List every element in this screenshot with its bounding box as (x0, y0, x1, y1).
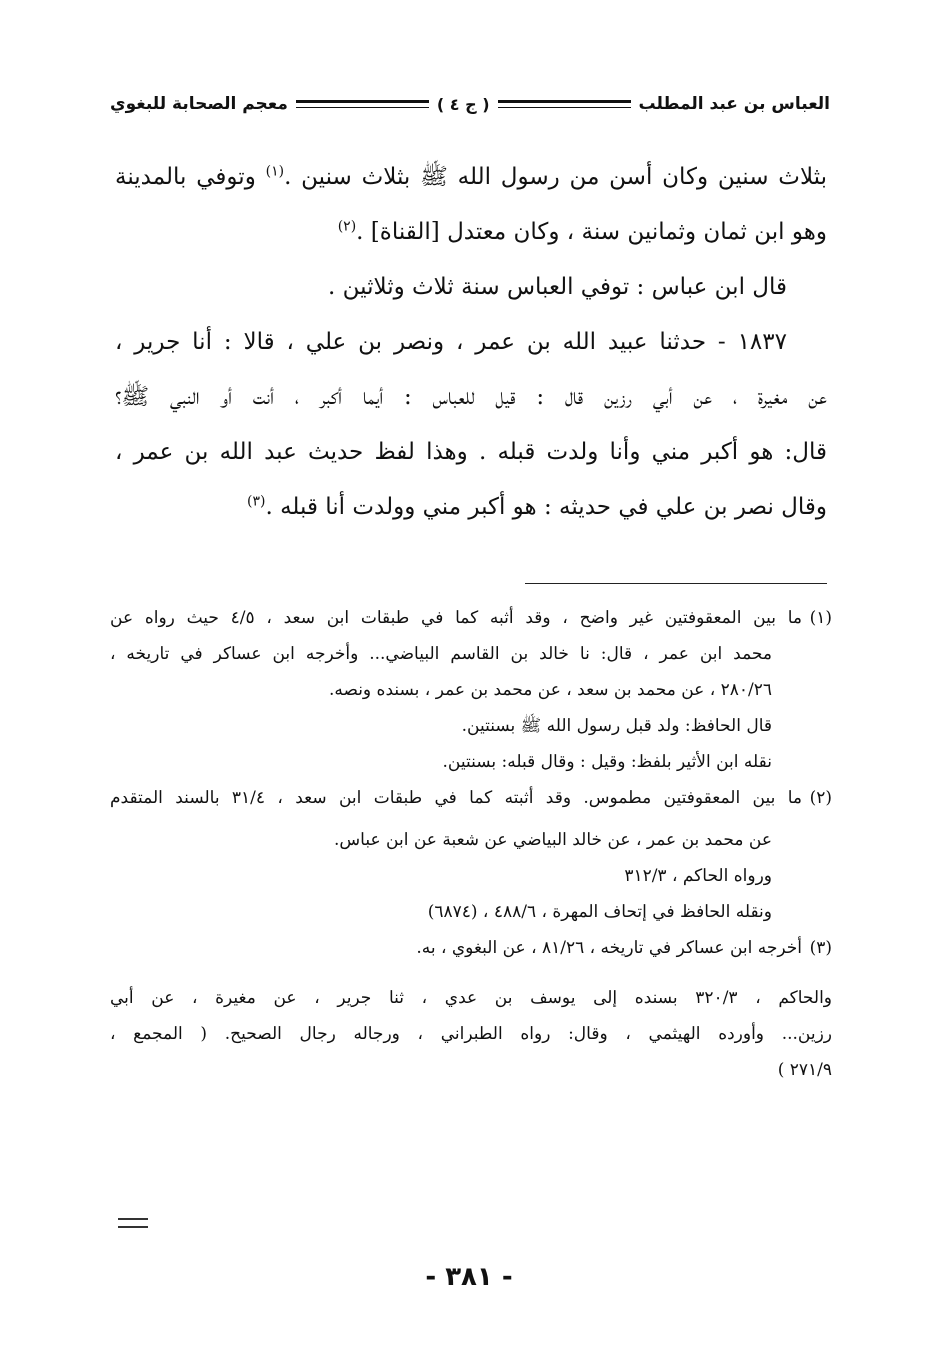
main-line-3: قال ابن عباس : توفي العباس سنة ثلاث وثلاثين . (328, 274, 787, 300)
main-line-7: وقال نصر بن علي في حديثه : هو أكبر مني وولدت أنا قبله .$^{(٣)}$ (246, 493, 827, 520)
footnote-2-number: (٢) (809, 788, 832, 808)
main-line-6: قال: هو أكبر مني وأنا ولدت قبله . وهذا لفظ حديث عبد الله بن عمر ، (115, 439, 827, 465)
footnote-1-number: (١) (809, 608, 832, 628)
main-line-5: عن مغيرة ، عن أبي رزين قال : قيل للعباس : أيما أكبر ، أنت أو النبي ﷺ؟ (115, 384, 827, 410)
footnote-separator (525, 583, 827, 584)
footnote-2-line-4: ونقله الحافظ في إتحاف المهرة ، ٤٨٨/٦ ، (٦٨٧٤) (427, 902, 772, 922)
footnote-1-line-3: ٢٨٠/٢٦ ، عن محمد بن سعد ، عن محمد بن عمر ، بسنده ونصه. (328, 680, 772, 700)
main-line-1: بثلاث سنين وكان أسن من رسول الله ﷺ بثلاث سنين .$^{(١)}$ وتوفي بالمدينة (115, 163, 828, 190)
footnote-3-line-1: (٣)أخرجه ابن عساكر في تاريخه ، ٨١/٢٦ ، عن البغوي ، به. (110, 930, 832, 966)
page-number: - ٣٨١ - (425, 1262, 513, 1292)
footnote-2-line-2: عن محمد بن عمر ، عن خالد البياضي عن شعبة عن ابن عباس. (334, 830, 772, 850)
footnote-1-line-5: نقله ابن الأثير بلفظ: وقيل : وقال قبله: بسنتين. (442, 752, 772, 772)
footnotes (110, 600, 832, 1088)
header-book-title: معجم الصحابة للبغوي (110, 94, 288, 114)
end-mark (118, 1218, 148, 1228)
running-header (110, 86, 830, 122)
footnote-ref-3: (٣) (246, 493, 266, 510)
header-volume: ( ج ٤ ) (436, 94, 490, 114)
footnote-3-line-2: والحاكم ، ٣٢٠/٣ بسنده إلى يوسف بن عدي ، ثنا جرير ، عن مغيرة ، عن أبي (110, 988, 832, 1008)
header-rule-line-left (296, 100, 429, 108)
header-rule (296, 95, 631, 114)
footnote-1-line-4: قال الحافظ: ولد قبل رسول الله ﷺ بسنتين. (461, 716, 772, 736)
footnote-ref-1: (١) (265, 163, 285, 180)
main-line-4: ١٨٣٧ - حدثنا عبيد الله بن عمر ، ونصر بن علي ، قالا : أنا جرير ، (115, 329, 787, 355)
header-chapter-title: العباس بن عبد المطلب (638, 94, 830, 114)
footnote-3-number: (٣) (809, 938, 832, 958)
footnote-1-line-2: محمد ابن عمر ، قال: نا خالد بن القاسم البياضي... وأخرجه ابن عساكر في تاريخه ، (110, 644, 772, 664)
footnote-2-line-1: (٢)ما بين المعقوفتين مطموس. وقد أثبته كما في طبقات ابن سعد ، ٣١/٤ بالسند المتقدم (110, 780, 832, 816)
main-text (115, 150, 827, 535)
footnote-2-line-3: ورواه الحاكم ، ٣١٢/٣ (624, 866, 772, 886)
footnote-ref-2: (٢) (337, 218, 357, 235)
footnote-1-line-1: (١)ما بين المعقوفتين غير واضح ، وقد أثبه كما في طبقات ابن سعد ، ٤/٥ حيث رواه عن (110, 600, 832, 636)
footnote-3-line-4: ٢٧١/٩ ) (777, 1060, 832, 1080)
main-line-2: وهو ابن ثمان وثمانين سنة ، وكان معتدل [القناة] .$^{(٢)}$ (337, 218, 827, 245)
header-rule-line-right (498, 100, 631, 108)
footnote-3-line-3: رزين... وأورده الهيثمي ، وقال: رواه الطبراني ، ورجاله رجال الصحيح. ( المجمع ، (110, 1024, 832, 1044)
